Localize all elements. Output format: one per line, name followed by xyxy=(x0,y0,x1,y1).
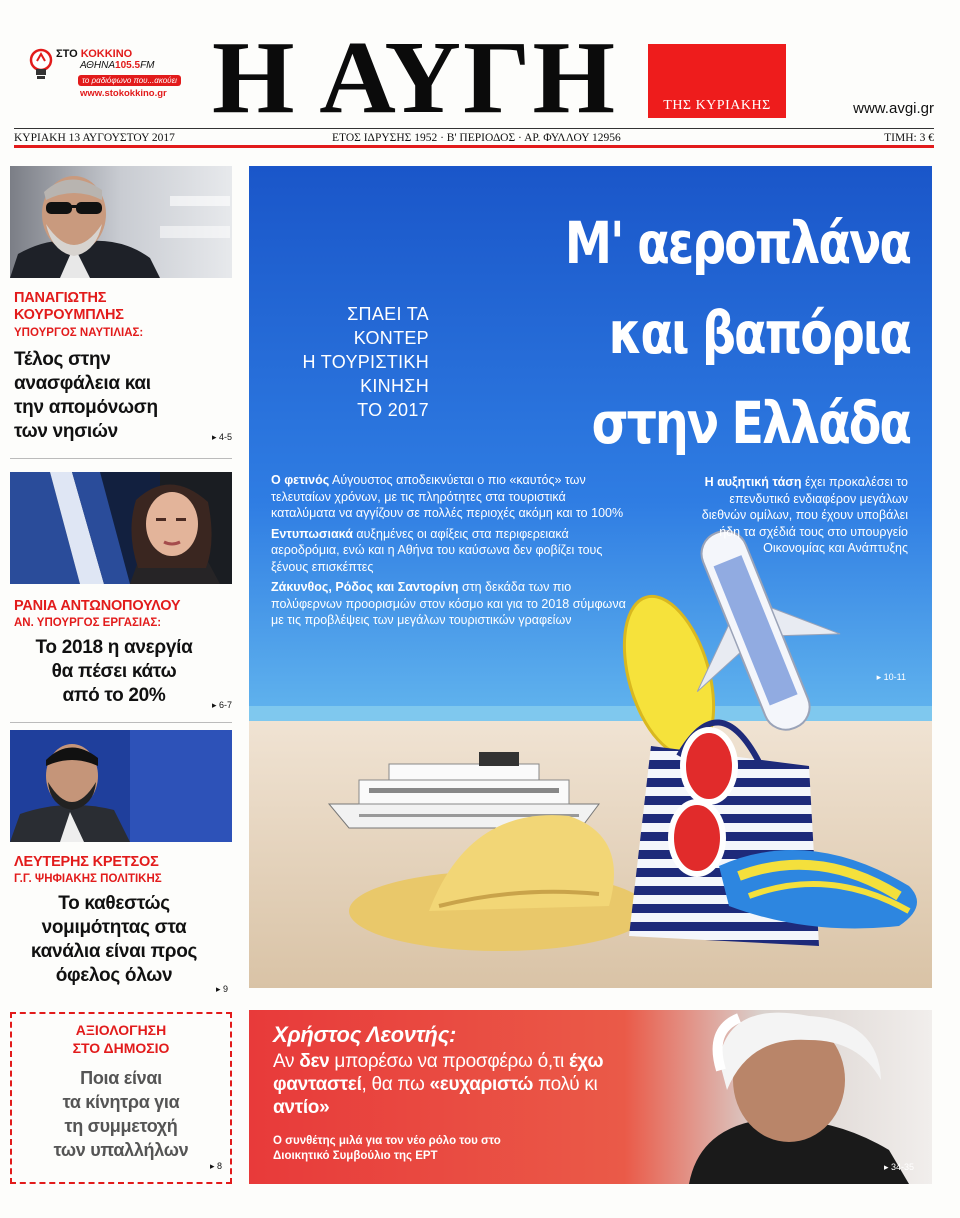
divider xyxy=(10,722,232,723)
leontis-promo[interactable] xyxy=(249,1010,932,1184)
dateline xyxy=(14,128,934,148)
story2-person-name: ΡΑΝΙΑ ΑΝΤΩΝΟΠΟΥΛΟΥ xyxy=(14,598,181,614)
kouroumplis-photo xyxy=(10,166,232,278)
story2-role: ΑΝ. ΥΠΟΥΡΓΟΣ ΕΡΓΑΣΙΑΣ: xyxy=(14,617,162,629)
divider xyxy=(10,458,232,459)
promo-name: Χρήστος Λεοντής: xyxy=(273,1022,457,1047)
story2-headline[interactable]: Το 2018 η ανεργία θα πέσει κάτω από το 20% xyxy=(35,637,193,706)
box-kicker-line1: ΑΞΙΟΛΟΓΗΣΗ xyxy=(75,1022,167,1038)
antonopoulou-photo xyxy=(10,472,232,584)
radio-logo xyxy=(22,44,177,110)
radio-tagline: το ραδιόφωνο που...ακούει xyxy=(78,75,181,86)
main-kicker: ΣΠΑΕΙ ΤΑ ΚΟΝΤΕΡ Η ΤΟΥΡΙΣΤΙΚΗ ΚΙΝΗΣΗ ΤΟ 2017 xyxy=(302,304,429,420)
promo-page-ref[interactable]: ▸ 34-35 xyxy=(883,1162,914,1172)
story2-page-ref[interactable]: ▸ 6-7 xyxy=(212,700,233,710)
story3-headline[interactable]: Το καθεστώς νομιμότητας στα κανάλια είναι προς όφελος όλων xyxy=(30,893,198,986)
edition-box xyxy=(648,44,786,118)
edition-label: ΤΗΣ ΚΥΡΙΑΚΗΣ xyxy=(663,98,771,113)
box-headline: Ποια είναι τα κίνητρα για τη συμμετοχή των υπαλλήλων xyxy=(53,1068,189,1160)
box-kicker-line2: ΣΤΟ ΔΗΜΟΣΙΟ xyxy=(72,1040,170,1056)
issue-price: ΤΙΜΗ: 3 € xyxy=(884,132,934,144)
story1-page-ref[interactable]: ▸ 4-5 xyxy=(212,432,233,442)
main-side-text: Η αυξητική τάση έχει προκαλέσει το επενδυτικό ενδιαφέρον μεγάλων διεθνών ομίλων, που έχουν υποβάλει ήδη τα σχέδιά τους στο υπουργείο Οικονομίας και Ανάπτυξης xyxy=(701,475,908,555)
newspaper-title: Η ΑΥΓΗ xyxy=(212,20,618,135)
main-page-ref[interactable]: ▸ 10-11 xyxy=(876,672,906,682)
website-link[interactable]: www.avgi.gr xyxy=(853,100,934,117)
story3-person-name: ΛΕΥΤΕΡΗΣ ΚΡΕΤΣΟΣ xyxy=(14,854,159,870)
promo-subtitle: Ο συνθέτης μιλά για τον νέο ρόλο του στο Διοικητικό Συμβούλιο της ΕΡΤ xyxy=(273,1135,501,1162)
story3-page-ref[interactable]: ▸ 9 xyxy=(216,984,229,994)
story3-role: Γ.Γ. ΨΗΦΙΑΚΗΣ ΠΟΛΙΤΙΚΗΣ xyxy=(14,873,162,885)
promo-quote: Αν δεν μπορέσω να προσφέρω ό,τι έχω φανταστεί, θα πω «ευχαριστώ πολύ κι αντίο» xyxy=(273,1051,604,1118)
story1-headline[interactable]: Τέλος στην ανασφάλεια και την απομόνωση των νησιών xyxy=(14,349,158,442)
main-lede: Ο φετινός Αύγουστος αποδεικνύεται ο πιο «καυτός» των τελευταίων χρόνων, με τις πληρότητες στα τουριστικά καταλύματα να αγγίζουν σε πολλές περιοχές ακόμη και το 100% Εντυπωσιακά αυξημένες οι αφίξεις στα περιφερειακά αεροδρόμια, ενώ και η Αθήνα του καύσωνα δεν φοβίζει τους ξένους επισκέπτες Ζάκυνθος, Ρόδος και Σαντορίνη στη δεκάδα των πιο πολύφερνων προορισμών στον κόσμο και για το 2018 σύμφωνα με τις προβλέψεις των μεγάλων τουριστικών γραφείων xyxy=(271,473,626,627)
radio-line2: ΑΘΗΝΑ105.5FM xyxy=(80,60,155,71)
story1-person-name: ΠΑΝΑΓΙΩΤΗΣ ΚΟΥΡΟΥΜΠΛΗΣ xyxy=(14,290,124,323)
issue-info: ΕΤΟΣ ΙΔΡΥΣΗΣ 1952 · Β' ΠΕΡΙΟΔΟΣ · ΑΡ. ΦΥΛΛΟΥ 12956 xyxy=(332,132,621,144)
issue-date: ΚΥΡΙΑΚΗ 13 ΑΥΓΟΥΣΤΟΥ 2017 xyxy=(14,132,175,144)
radio-url[interactable]: www.stokokkino.gr xyxy=(80,88,167,99)
lightbulb-icon xyxy=(28,48,54,82)
evaluation-box[interactable] xyxy=(10,1012,232,1184)
main-story[interactable] xyxy=(249,166,932,988)
main-headline: Μ' αεροπλάνα και βαπόρια στην Ελλάδα xyxy=(564,209,910,457)
box-page-ref[interactable]: ▸ 8 xyxy=(209,1161,222,1171)
story1-role: ΥΠΟΥΡΓΟΣ ΝΑΥΤΙΛΙΑΣ: xyxy=(14,327,144,339)
kretsos-photo xyxy=(10,730,232,842)
radio-line1: ΣΤΟ ΚΟΚΚΙΝΟ xyxy=(56,48,133,60)
